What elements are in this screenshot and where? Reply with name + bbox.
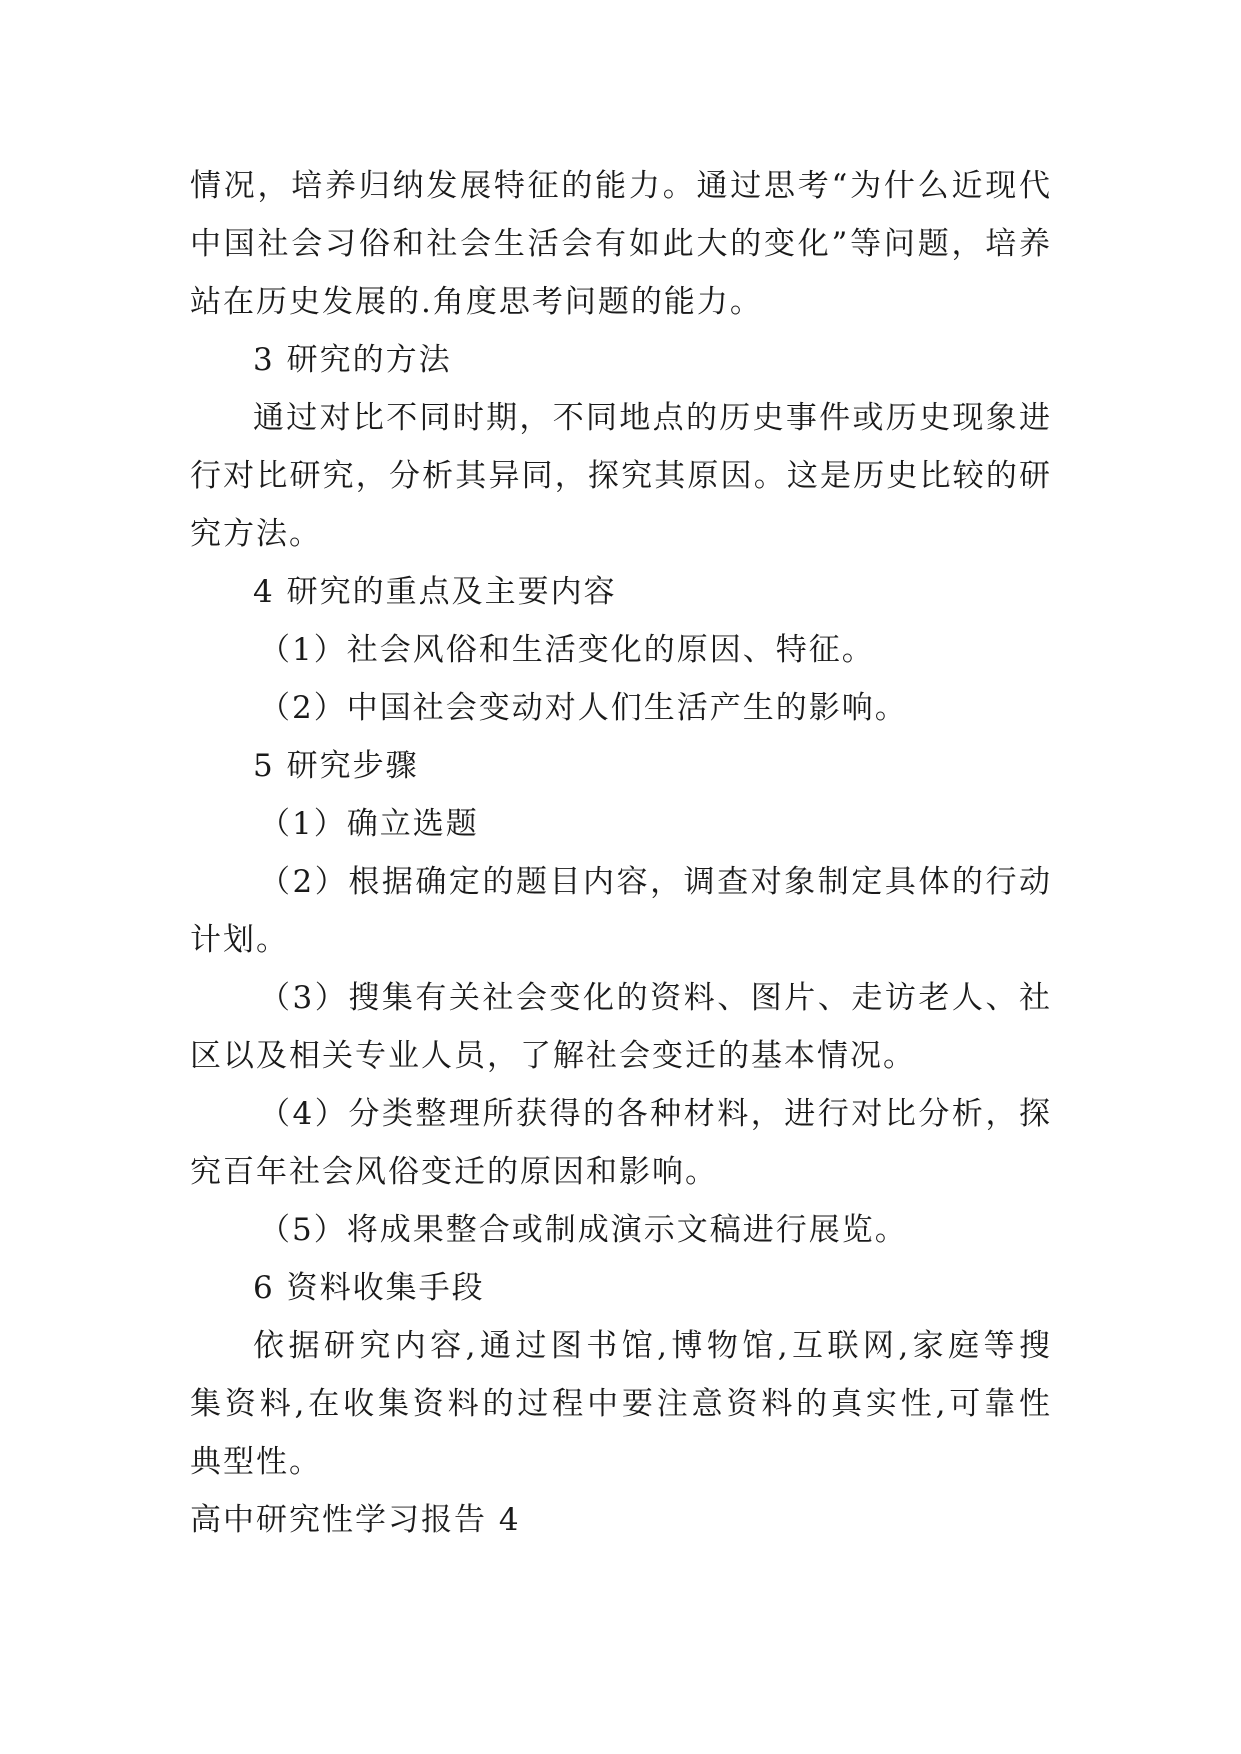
list-item: （1）确立选题	[259, 806, 479, 842]
list-item: （1）社会风俗和生活变化的原因、特征。	[259, 632, 875, 668]
section-heading: 6 资料收集手段	[253, 1270, 485, 1306]
body-text-line: 行对比研究，分析其异同，探究其原因。这是历史比较的研	[190, 458, 1052, 494]
body-text-line: 集资料,在收集资料的过程中要注意资料的真实性,可靠性	[190, 1386, 1052, 1422]
body-text-line: 究百年社会风俗变迁的原因和影响。	[190, 1154, 718, 1190]
body-text-line: 中国社会习俗和社会生活会有如此大的变化”等问题，培养	[190, 226, 1052, 262]
list-item: （2）中国社会变动对人们生活产生的影响。	[259, 690, 908, 726]
report-title: 高中研究性学习报告 4	[190, 1502, 521, 1538]
section-heading: 3 研究的方法	[253, 342, 452, 378]
list-item: （3）搜集有关社会变化的资料、图片、走访老人、社	[259, 980, 1052, 1016]
body-text-line: 站在历史发展的.角度思考问题的能力。	[190, 284, 763, 320]
body-text-line: 通过对比不同时期，不同地点的历史事件或历史现象进	[253, 400, 1052, 436]
body-text-line: 依据研究内容,通过图书馆,博物馆,互联网,家庭等搜	[253, 1328, 1052, 1364]
section-heading: 4 研究的重点及主要内容	[253, 574, 617, 610]
body-text-line: 区以及相关专业人员，了解社会变迁的基本情况。	[190, 1038, 916, 1074]
list-item: （5）将成果整合或制成演示文稿进行展览。	[259, 1212, 908, 1248]
list-item: （4）分类整理所获得的各种材料，进行对比分析，探	[259, 1096, 1052, 1132]
section-heading: 5 研究步骤	[253, 748, 419, 784]
body-text-line: 计划。	[190, 922, 289, 958]
list-item: （2）根据确定的题目内容，调查对象制定具体的行动	[259, 864, 1052, 900]
body-text-line: 究方法。	[190, 516, 322, 552]
body-text-line: 典型性。	[190, 1444, 322, 1480]
body-text-line: 情况，培养归纳发展特征的能力。通过思考“为什么近现代	[190, 168, 1052, 204]
